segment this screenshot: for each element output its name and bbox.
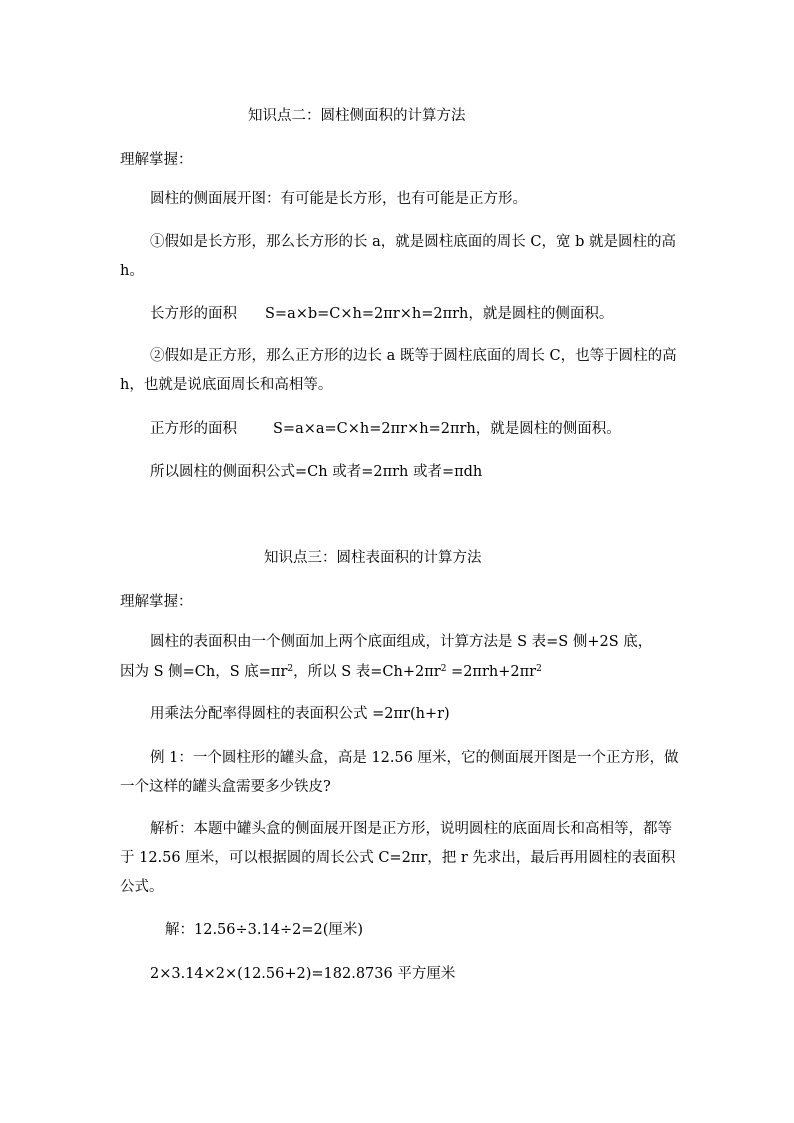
rectangle-area-formula: S=a×b=C×h=2πr×h=2πrh，就是圆柱的侧面积。 bbox=[265, 306, 614, 322]
example-1-solution-step-2: 2×3.14×2×(12.56+2)=182.8736 平方厘米 bbox=[150, 966, 456, 982]
section2-paragraph-1: 圆柱的侧面展开图：有可能是长方形，也有可能是正方形。 bbox=[150, 191, 527, 207]
rectangle-area-label: 长方形的面积 bbox=[150, 306, 237, 322]
section3-label: 理解掌握： bbox=[120, 594, 193, 610]
section2-lateral-formula: 所以圆柱的侧面积公式=Ch 或者=2πrh 或者=πdh bbox=[150, 464, 483, 480]
section2-paragraph-4: ②假如是正方形，那么正方形的边长 a 既等于圆柱底面的周长 C，也等于圆柱的高 h，也就是说底面周长和高相等。 bbox=[120, 348, 677, 393]
section3-paragraph-1-line-2: 因为 S 侧=Ch，S 底$=\pi r^2$，所以 S 表$=Ch+2\pi r^2 =2\pi rh+2\pi r^2$ bbox=[120, 664, 542, 680]
section2-label: 理解掌握： bbox=[120, 152, 193, 168]
section3-title: 知识点三：圆柱表面积的计算方法 bbox=[264, 550, 482, 566]
square-area-line bbox=[150, 417, 621, 438]
example-1: 例 1：一个圆柱形的罐头盒，高是 12.56 厘米，它的侧面展开图是一个正方形，做一个这样的罐头盒需要多少铁皮? bbox=[120, 750, 679, 795]
section2-paragraph-2: ①假如是长方形，那么长方形的长 a，就是圆柱底面的周长 C，宽 b 就是圆柱的高 h。 bbox=[120, 234, 676, 279]
section3-paragraph-1-line-1: 圆柱的表面积由一个侧面加上两个底面组成，计算方法是 S 表=S 侧+2S 底， bbox=[150, 634, 653, 650]
square-area-formula: S=a×a=C×h=2πr×h=2πrh，就是圆柱的侧面积。 bbox=[273, 421, 621, 437]
example-1-solution-step-1: 解：12.56÷3.14÷2=2(厘米) bbox=[165, 922, 364, 938]
square-area-label: 正方形的面积 bbox=[150, 421, 237, 437]
rectangle-area-line bbox=[150, 302, 613, 323]
section3-surface-formula: 用乘法分配率得圆柱的表面积公式 =2πr(h+r) bbox=[150, 706, 450, 722]
section2-title: 知识点二：圆柱侧面积的计算方法 bbox=[248, 108, 466, 124]
example-1-analysis: 解析：本题中罐头盒的侧面展开图是正方形，说明圆柱的底面周长和高相等，都等于 12.56 厘米，可以根据圆的周长公式 C=2πr，把 r 先求出，最后再用圆柱的表面积公式。 bbox=[120, 821, 676, 895]
